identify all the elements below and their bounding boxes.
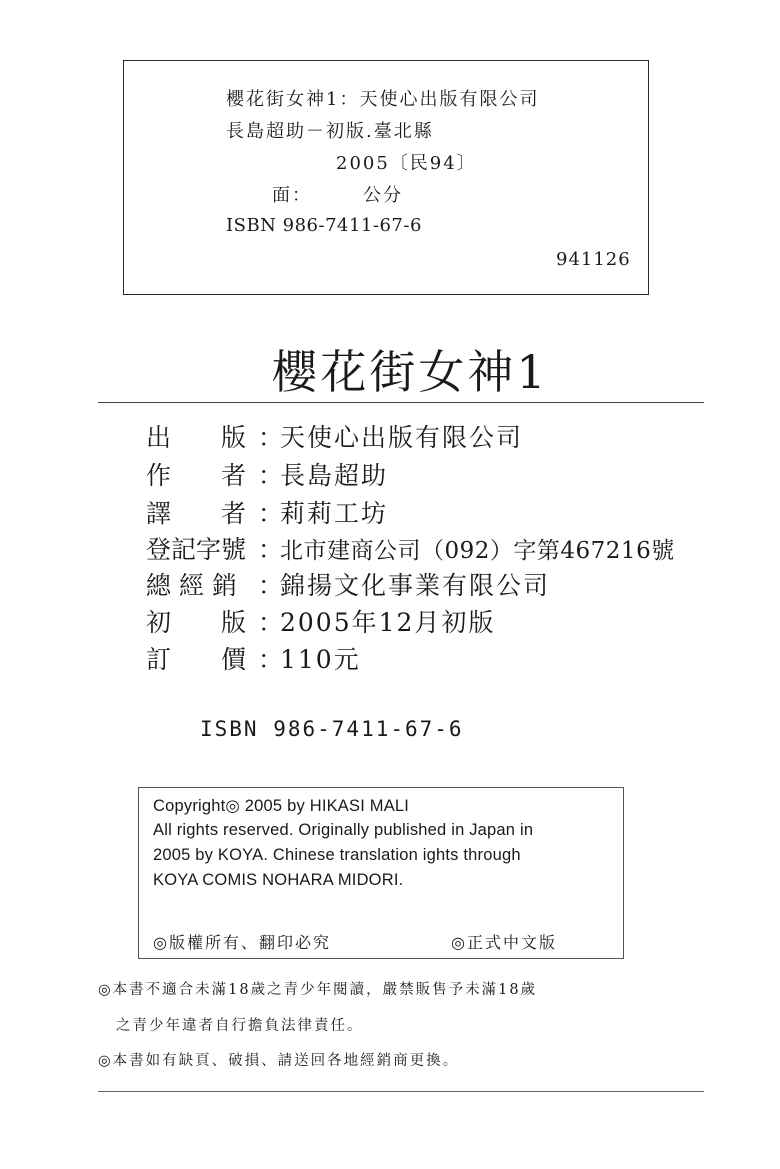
credit-colon: ： xyxy=(258,423,284,452)
credit-label: 訂 價 xyxy=(146,645,247,674)
copyright-box xyxy=(138,787,624,959)
credit-label: 總 經 銷 xyxy=(146,571,237,600)
credit-publisher xyxy=(146,420,523,456)
all-rights-mark: ◎版權所有、翻印必究 xyxy=(153,933,331,952)
credit-distributor xyxy=(146,568,550,604)
bottom-divider xyxy=(98,1091,704,1092)
credit-edition xyxy=(146,605,495,641)
title-divider xyxy=(98,402,704,403)
age-notice: ◎本書不適合未滿18歲之青少年閱讀，嚴禁販售予未滿18歲 xyxy=(98,982,538,998)
credit-value: 天使心出版有限公司 xyxy=(280,423,524,452)
credit-value: 長島超助 xyxy=(280,461,389,490)
copyright-line: 2005 by KOYA. Chinese translation ights through xyxy=(153,846,521,864)
official-chinese-mark: ◎正式中文版 xyxy=(451,933,557,952)
credit-value: 北市建商公司（092）字第467216號 xyxy=(280,538,675,564)
credit-label: 出 版 xyxy=(146,423,247,452)
credit-price xyxy=(146,642,361,678)
credit-colon: ： xyxy=(258,608,284,637)
catalog-code: 941126 xyxy=(556,249,631,270)
credit-registration xyxy=(146,532,675,568)
credit-label: 譯 者 xyxy=(146,499,247,528)
copyright-line: KOYA COMIS NOHARA MIDORI. xyxy=(153,871,404,889)
credit-colon: ： xyxy=(258,461,284,490)
credit-colon: ： xyxy=(258,535,284,564)
credit-translator xyxy=(146,496,388,532)
credit-colon: ： xyxy=(258,499,284,528)
catalog-line-title: 櫻花街女神1：天使心出版有限公司 xyxy=(226,89,540,110)
credit-label: 作 者 xyxy=(146,461,247,490)
copyright-line: All rights reserved. Originally published in Japan in xyxy=(153,821,534,839)
credit-value: 2005年12月初版 xyxy=(280,608,496,637)
catalog-line-author: 長島超助－初版.臺北縣 xyxy=(226,121,434,142)
credit-label: 登記字號 xyxy=(146,535,247,564)
credit-value: 莉莉工坊 xyxy=(280,499,389,528)
credit-colon: ： xyxy=(258,571,284,600)
defect-notice: ◎本書如有缺頁、破損、請送回各地經銷商更換。 xyxy=(98,1053,460,1069)
isbn: ISBN 986-7411-67-6 xyxy=(200,717,464,741)
credit-value: 110元 xyxy=(280,645,361,674)
credit-colon: ： xyxy=(258,645,284,674)
catalog-line-year: 2005〔民94〕 xyxy=(336,153,477,174)
credit-value: 錦揚文化事業有限公司 xyxy=(280,571,551,600)
credit-author xyxy=(146,458,388,494)
catalog-line-pages: 面： 公分 xyxy=(272,185,403,206)
book-title: 櫻花街女神1 xyxy=(271,345,549,399)
credit-label: 初 版 xyxy=(146,608,247,637)
cataloging-box xyxy=(123,60,649,295)
catalog-isbn: ISBN 986-7411-67-6 xyxy=(226,215,422,236)
copyright-line: Copyright◎ 2005 by HIKASI MALI xyxy=(153,797,410,815)
age-notice-continued: 之青少年違者自行擔負法律責任。 xyxy=(116,1018,364,1034)
